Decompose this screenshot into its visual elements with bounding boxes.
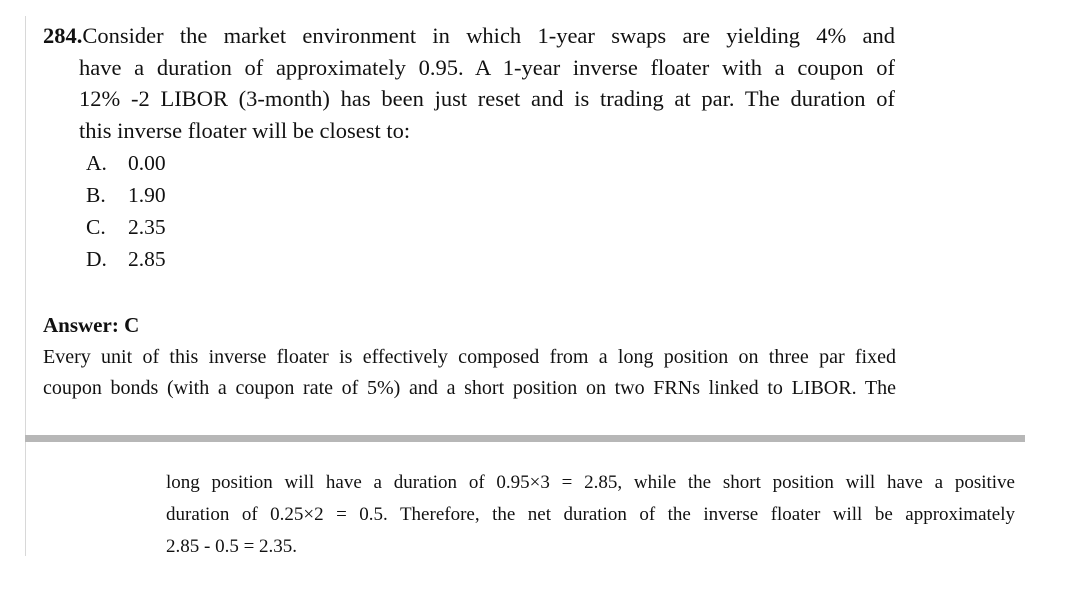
option-text: 1.90 [128, 183, 166, 207]
option-letter: D. [86, 247, 107, 271]
question-text-1: Consider the market environment in which 1-year swaps are yielding 4% and [82, 23, 895, 48]
option-c [86, 211, 166, 243]
question-number: 284. [43, 23, 83, 48]
option-d [86, 243, 166, 275]
option-text: 2.85 [128, 247, 166, 271]
question-line-2: have a duration of approximately 0.95. A 1-year inverse floater with a coupon of [79, 54, 895, 80]
option-letter: A. [86, 151, 107, 175]
question-block [43, 20, 903, 146]
explanation-line-2: coupon bonds (with a coupon rate of 5%) and a short position on two FRNs linked to LIBOR. The [43, 377, 896, 399]
option-text: 2.35 [128, 215, 166, 239]
question-line-1 [43, 20, 895, 52]
question-line-4: this inverse floater will be closest to: [79, 117, 411, 143]
continuation-line-2: duration of 0.25×2 = 0.5. Therefore, the net duration of the inverse floater will be approximately [166, 504, 1015, 525]
answer-options [86, 147, 166, 275]
explanation-continuation [166, 467, 1016, 563]
option-text: 0.00 [128, 151, 166, 175]
option-b [86, 179, 166, 211]
explanation-line-1: Every unit of this inverse floater is effectively composed from a long position on three par fixed [43, 345, 896, 368]
question-line-3: 12% -2 LIBOR (3-month) has been just reset and is trading at par. The duration of [79, 86, 895, 111]
answer-label: Answer: C [43, 313, 140, 337]
answer-block [43, 310, 903, 405]
option-letter: C. [86, 215, 106, 239]
page-margin-rule [25, 16, 26, 556]
option-letter: B. [86, 183, 106, 207]
continuation-line-3: 2.85 - 0.5 = 2.35. [166, 536, 298, 557]
continuation-line-1: long position will have a duration of 0.95×3 = 2.85, while the short position will have a positive [166, 472, 1015, 493]
option-a [86, 147, 166, 179]
page-divider [25, 435, 1025, 442]
